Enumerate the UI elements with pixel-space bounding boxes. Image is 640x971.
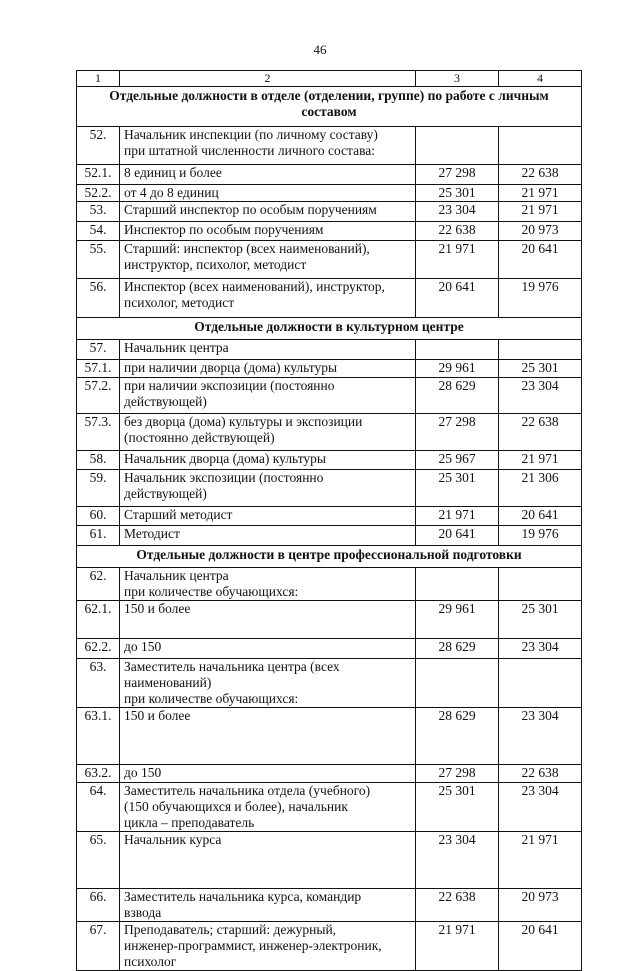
salary-value-col3: 29 961 [416, 360, 499, 378]
table-row [77, 241, 582, 279]
position-name-line: Заместитель начальника курса, командир [124, 889, 362, 904]
salary-value-col3: 22 638 [416, 889, 499, 922]
salary-value-col3: 21 971 [416, 922, 499, 971]
salary-value-col4: 20 641 [499, 507, 582, 526]
section-header [77, 546, 582, 568]
salary-value-col4: 21 971 [499, 451, 582, 470]
salary-value-col3: 20 641 [416, 526, 499, 546]
position-name-line: действующей) [124, 486, 207, 501]
salary-value-col3 [416, 340, 499, 360]
table-row [77, 451, 582, 470]
position-name-line: инструктор, психолог, методист [124, 257, 307, 272]
position-name [120, 241, 416, 279]
position-name-line: взвода [124, 905, 162, 920]
section-title: Отдельные должности в отделе (отделении, группе) по работе с личным составом [77, 87, 582, 127]
salary-value-col4: 20 973 [499, 222, 582, 241]
salary-value-col3: 21 971 [416, 507, 499, 526]
salary-value-col4 [499, 340, 582, 360]
position-name-line: Методист [124, 526, 180, 541]
salary-value-col4: 20 973 [499, 889, 582, 922]
position-name-line: без дворца (дома) культуры и экспозиции [124, 414, 363, 429]
position-name [120, 526, 416, 546]
position-name [120, 783, 416, 832]
position-name [120, 202, 416, 222]
salary-value-col4: 21 306 [499, 470, 582, 507]
table-row [77, 507, 582, 526]
row-number: 60. [77, 507, 120, 526]
salary-value-col3: 25 301 [416, 470, 499, 507]
table-row [77, 279, 582, 318]
row-number: 66. [77, 889, 120, 922]
position-name-line: Старший инспектор по особым поручениям [124, 202, 377, 217]
position-name [120, 470, 416, 507]
row-number: 61. [77, 526, 120, 546]
position-name [120, 222, 416, 241]
salary-value-col3: 27 298 [416, 165, 499, 185]
table-row [77, 922, 582, 971]
position-name-line: Инспектор (всех наименований), инструктор, [124, 279, 385, 294]
salary-value-col3: 22 638 [416, 222, 499, 241]
table-row [77, 414, 582, 451]
table-row [77, 765, 582, 783]
position-name-line: Преподаватель; старший: дежурный, [124, 922, 337, 937]
salary-value-col4: 23 304 [499, 708, 582, 765]
position-name [120, 568, 416, 601]
position-name [120, 340, 416, 360]
position-name-line: 150 и более [124, 601, 191, 616]
row-number: 65. [77, 832, 120, 889]
salary-value-col4: 20 641 [499, 922, 582, 971]
position-name [120, 507, 416, 526]
column-number: 2 [120, 71, 416, 87]
salary-value-col4 [499, 568, 582, 601]
salary-value-col4: 22 638 [499, 414, 582, 451]
table-row [77, 127, 582, 165]
row-number: 54. [77, 222, 120, 241]
position-name [120, 601, 416, 639]
column-number: 4 [499, 71, 582, 87]
position-name-line: до 150 [124, 765, 162, 780]
row-number: 64. [77, 783, 120, 832]
position-name-line: Заместитель начальника центра (всех [124, 659, 340, 674]
salary-value-col4: 23 304 [499, 783, 582, 832]
position-name-line: при наличии экспозиции (постоянно [124, 378, 335, 393]
table-row [77, 639, 582, 659]
salary-value-col3: 23 304 [416, 832, 499, 889]
row-number: 62.1. [77, 601, 120, 639]
row-number: 57.3. [77, 414, 120, 451]
position-name-line: инженер-программист, инженер-электроник, [124, 938, 382, 953]
salary-value-col4 [499, 127, 582, 165]
row-number: 62.2. [77, 639, 120, 659]
salary-value-col4: 19 976 [499, 526, 582, 546]
position-name-line: при штатной численности личного состава: [124, 143, 376, 158]
column-number: 1 [77, 71, 120, 87]
column-number: 3 [416, 71, 499, 87]
salary-value-col3: 23 304 [416, 202, 499, 222]
salary-value-col4 [499, 659, 582, 708]
row-number: 55. [77, 241, 120, 279]
salary-value-col3: 20 641 [416, 279, 499, 318]
salary-value-col4: 25 301 [499, 360, 582, 378]
position-name-line: (150 обучающихся и более), начальник [124, 799, 348, 814]
table-row [77, 708, 582, 765]
table-row [77, 783, 582, 832]
position-name [120, 127, 416, 165]
position-name [120, 360, 416, 378]
position-name-line: при количестве обучающихся: [124, 691, 299, 706]
salary-value-col3: 21 971 [416, 241, 499, 279]
position-name-line: Начальник дворца (дома) культуры [124, 451, 326, 466]
row-number: 58. [77, 451, 120, 470]
salary-value-col4: 22 638 [499, 165, 582, 185]
salary-value-col3: 27 298 [416, 414, 499, 451]
row-number: 52.2. [77, 185, 120, 202]
salary-value-col3: 28 629 [416, 708, 499, 765]
row-number: 57.2. [77, 378, 120, 414]
row-number: 57. [77, 340, 120, 360]
salary-value-col4: 21 971 [499, 202, 582, 222]
table-row [77, 832, 582, 889]
salary-table-body [77, 71, 582, 971]
table-row [77, 360, 582, 378]
row-number: 56. [77, 279, 120, 318]
position-name [120, 889, 416, 922]
position-name-line: 150 и более [124, 708, 191, 723]
table-row [77, 568, 582, 601]
position-name [120, 708, 416, 765]
salary-value-col4: 19 976 [499, 279, 582, 318]
position-name [120, 279, 416, 318]
salary-value-col4: 21 971 [499, 185, 582, 202]
table-row [77, 222, 582, 241]
position-name-line: Начальник центра [124, 568, 229, 583]
salary-value-col3: 28 629 [416, 378, 499, 414]
position-name-line: Заместитель начальника отдела (учебного) [124, 783, 371, 798]
position-name-line: при наличии дворца (дома) культуры [124, 360, 338, 375]
position-name [120, 639, 416, 659]
salary-value-col3: 28 629 [416, 639, 499, 659]
salary-value-col4: 23 304 [499, 639, 582, 659]
salary-value-col4: 21 971 [499, 832, 582, 889]
position-name-line: психолог, методист [124, 295, 235, 310]
row-number: 57.1. [77, 360, 120, 378]
table-row [77, 340, 582, 360]
position-name-line: Начальник инспекции (по личному составу) [124, 127, 378, 142]
position-name [120, 832, 416, 889]
position-name-line: (постоянно действующей) [124, 430, 275, 445]
salary-value-col3: 25 301 [416, 783, 499, 832]
salary-value-col4: 22 638 [499, 765, 582, 783]
position-name-line: наименований) [124, 675, 212, 690]
row-number: 67. [77, 922, 120, 971]
section-title: Отдельные должности в культурном центре [77, 318, 582, 340]
salary-value-col3 [416, 568, 499, 601]
position-name-line: Инспектор по особым поручениям [124, 222, 324, 237]
position-name [120, 659, 416, 708]
position-name [120, 165, 416, 185]
row-number: 52.1. [77, 165, 120, 185]
row-number: 53. [77, 202, 120, 222]
row-number: 59. [77, 470, 120, 507]
table-row [77, 185, 582, 202]
position-name [120, 451, 416, 470]
table-row [77, 202, 582, 222]
position-name-line: Старший методист [124, 507, 233, 522]
position-name-line: цикла – преподаватель [124, 815, 255, 830]
row-number: 52. [77, 127, 120, 165]
salary-value-col4: 23 304 [499, 378, 582, 414]
position-name [120, 185, 416, 202]
salary-value-col4: 25 301 [499, 601, 582, 639]
table-row [77, 526, 582, 546]
salary-value-col3: 25 301 [416, 185, 499, 202]
position-name-line: до 150 [124, 639, 162, 654]
salary-value-col3 [416, 659, 499, 708]
table-row [77, 601, 582, 639]
salary-table [76, 70, 582, 971]
page-number: 46 [313, 42, 327, 57]
row-number: 63.2. [77, 765, 120, 783]
table-row [77, 889, 582, 922]
position-name-line: Начальник курса [124, 832, 222, 847]
salary-value-col3: 29 961 [416, 601, 499, 639]
position-name-line: Начальник центра [124, 340, 229, 355]
position-name-line: психолог [124, 954, 177, 969]
salary-value-col3 [416, 127, 499, 165]
position-name [120, 922, 416, 971]
section-title: Отдельные должности в центре профессиональной подготовки [77, 546, 582, 568]
position-name [120, 414, 416, 451]
table-row [77, 378, 582, 414]
row-number: 62. [77, 568, 120, 601]
table-row [77, 165, 582, 185]
salary-value-col3: 25 967 [416, 451, 499, 470]
table-row [77, 659, 582, 708]
position-name [120, 378, 416, 414]
row-number: 63. [77, 659, 120, 708]
position-name [120, 765, 416, 783]
position-name-line: действующей) [124, 394, 207, 409]
salary-value-col4: 20 641 [499, 241, 582, 279]
position-name-line: Старший: инспектор (всех наименований), [124, 241, 370, 256]
table-row [77, 470, 582, 507]
section-header [77, 318, 582, 340]
section-header [77, 87, 582, 127]
column-number-row [77, 71, 582, 87]
position-name-line: Начальник экспозиции (постоянно [124, 470, 324, 485]
position-name-line: 8 единиц и более [124, 165, 222, 180]
salary-value-col3: 27 298 [416, 765, 499, 783]
position-name-line: от 4 до 8 единиц [124, 185, 219, 200]
row-number: 63.1. [77, 708, 120, 765]
position-name-line: при количестве обучающихся: [124, 584, 299, 599]
